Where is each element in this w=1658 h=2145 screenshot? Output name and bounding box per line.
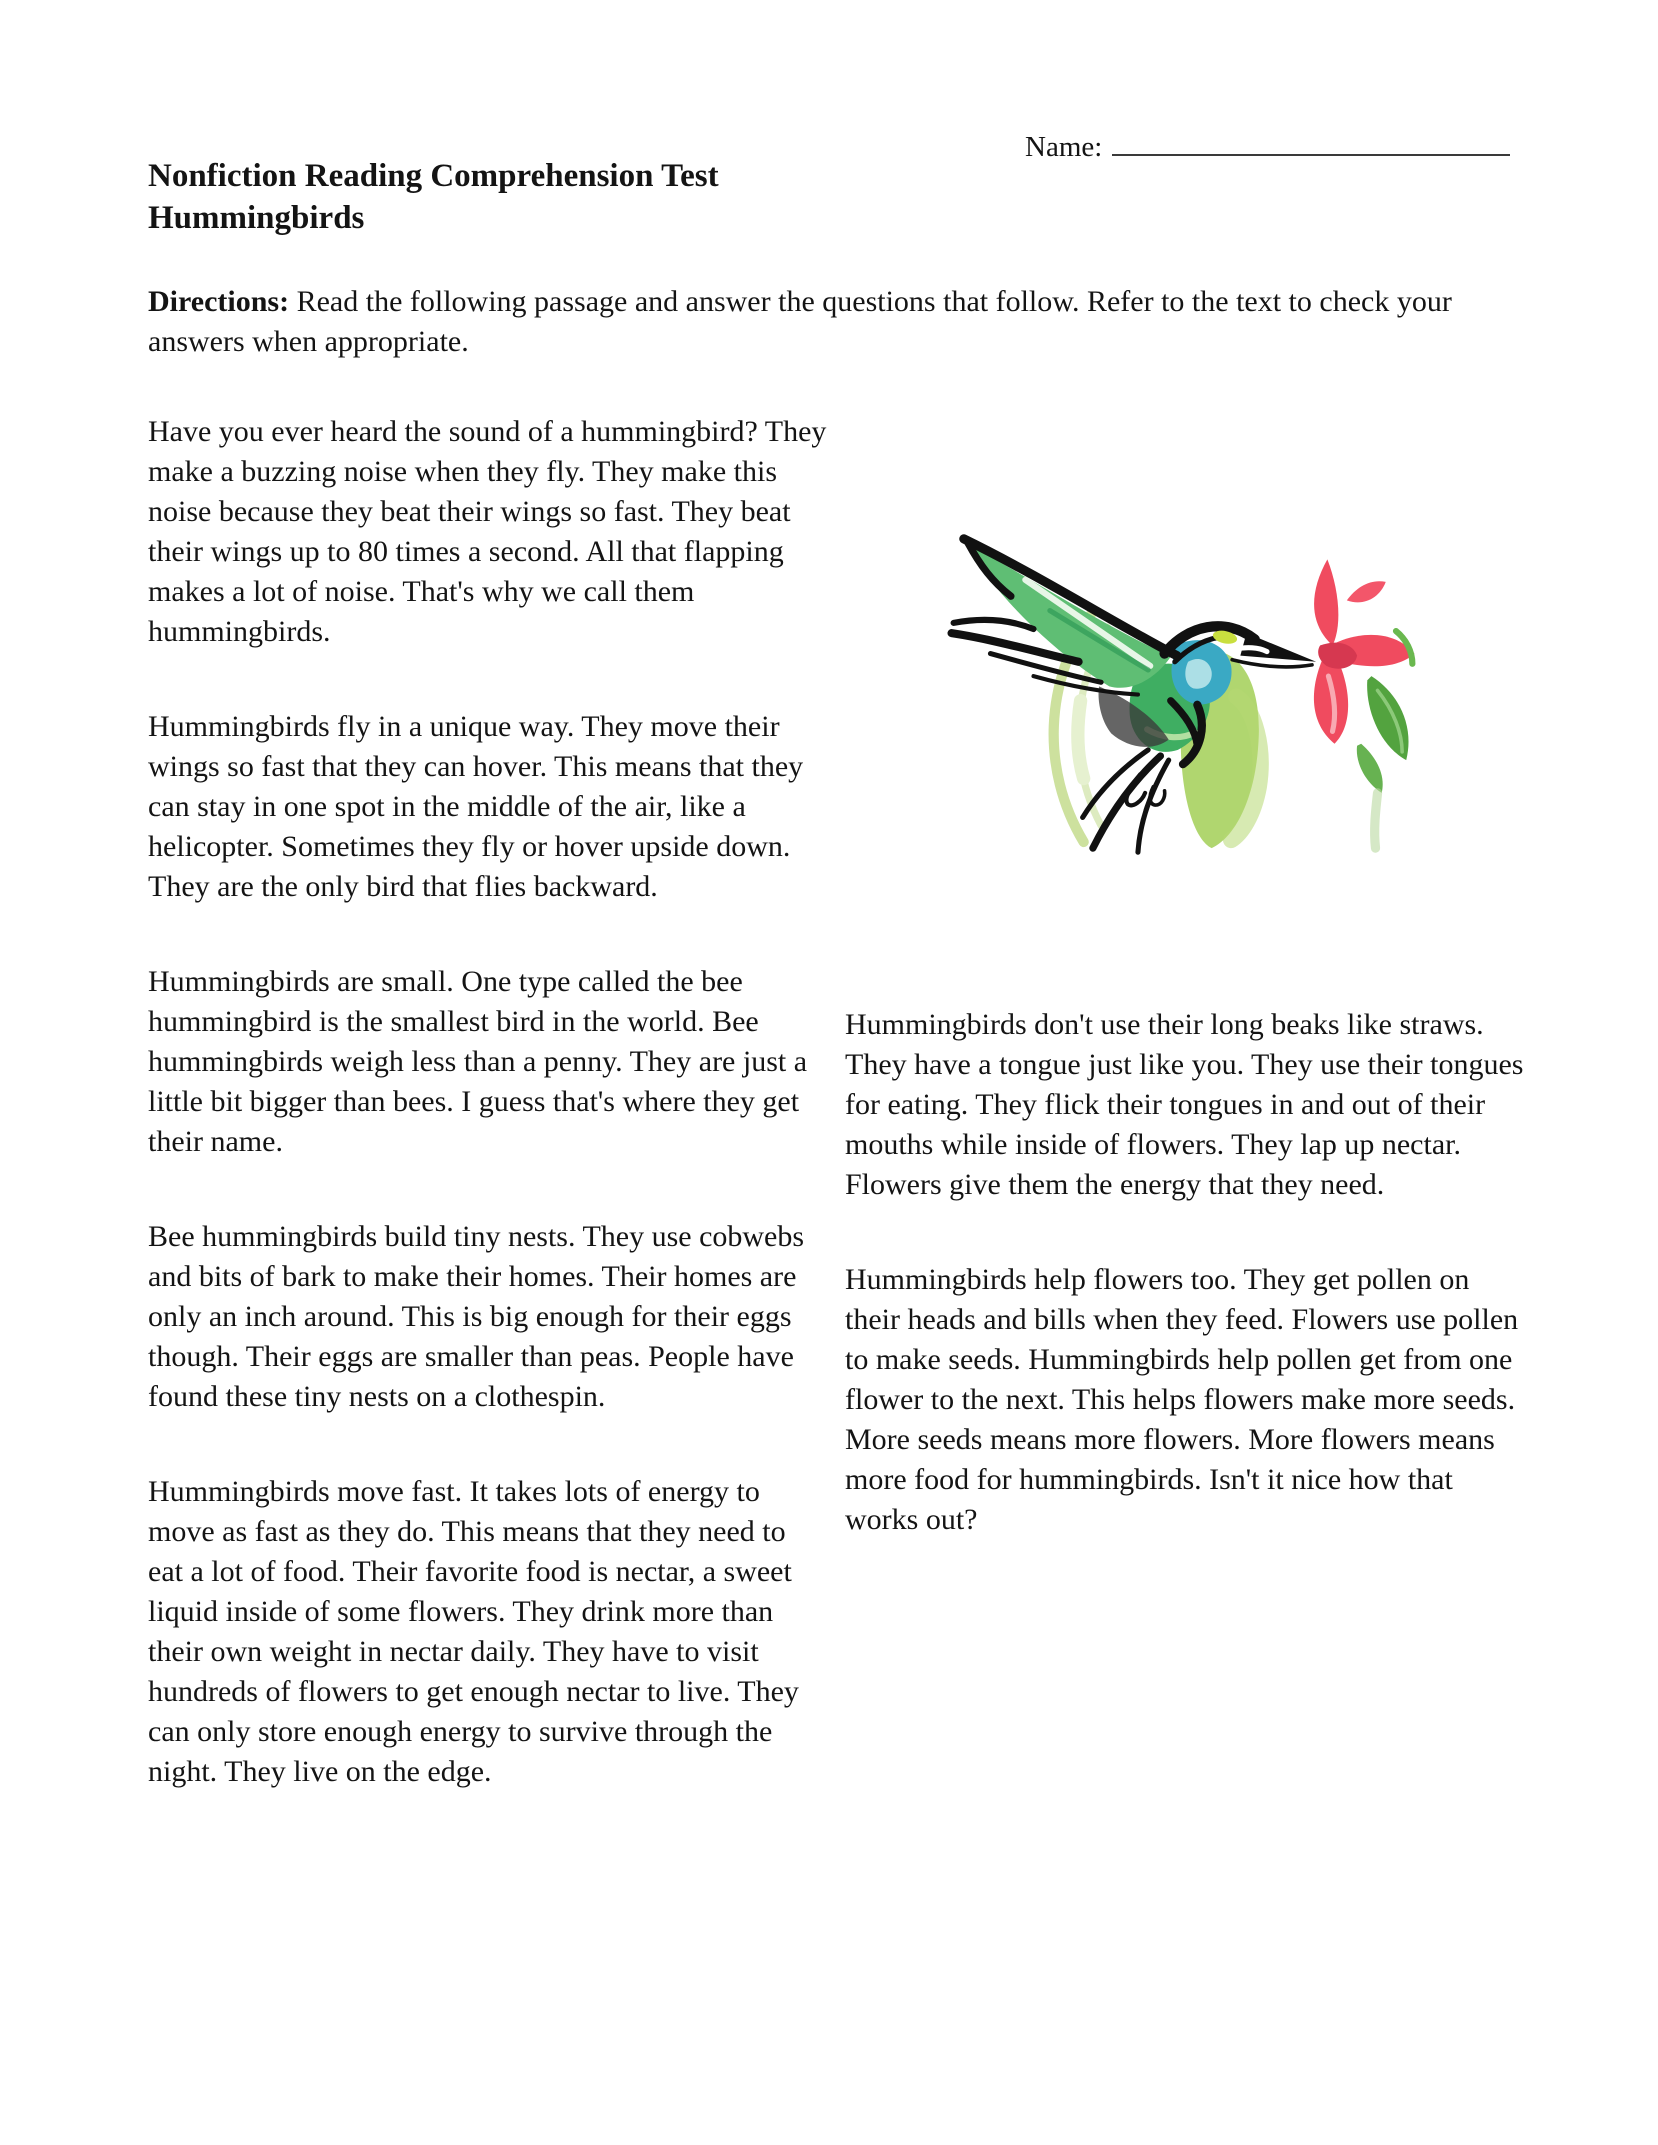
- directions: [148, 282, 1520, 362]
- flower-top-petal-right: [1347, 581, 1386, 602]
- page-title: [148, 155, 719, 239]
- hummingbird-flower-illustration: [927, 500, 1439, 889]
- passage-paragraph: Bee hummingbirds build tiny nests. They use cobwebs and bits of bark to make their homes. Their homes are only an inch around. This is big enough for their eggs though. Their eggs are smaller than peas. People have found these tiny nests on a clothespin.: [148, 1220, 805, 1413]
- directions-text: Read the following passage and answer the questions that follow. Refer to the text to check your answers when appropriate.: [148, 285, 1452, 358]
- passage-paragraph: Hummingbirds move fast. It takes lots of energy to move as fast as they do. This means that they need to eat a lot of food. Their favorite food is nectar, a sweet liquid inside of some flowers. They drink more than their own weight in nectar daily. They have to visit hundreds of flowers to get enough nectar to live. They can only store enough energy to survive through the night. They live on the edge.: [148, 1475, 799, 1788]
- passage-columns: [148, 412, 1526, 1847]
- stem-fade: [1375, 793, 1378, 848]
- passage-right-column: [845, 412, 1525, 1847]
- leaf-small: [1357, 744, 1383, 793]
- name-blank-line[interactable]: [1112, 124, 1510, 156]
- name-label: Name:: [1025, 131, 1103, 163]
- lower-beak-stroke: [1232, 660, 1312, 667]
- chest-highlight: [1185, 659, 1211, 689]
- title-line-1: Nonfiction Reading Comprehension Test: [148, 158, 719, 194]
- title-line-2: Hummingbirds: [148, 200, 365, 236]
- passage-paragraph: Hummingbirds fly in a unique way. They move their wings so fast that they can hover. This means that they can stay in one spot in the middle of the air, like a helicopter. Sometimes they fly or hover upside down. They are the only bird that flies backward.: [148, 710, 804, 903]
- passage-paragraph: Have you ever heard the sound of a hummingbird? They make a buzzing noise when they fly. They make this noise because they beat their wings so fast. They beat their wings up to 80 times a second. All that flapping makes a lot of noise. That's why we call them hummingbirds.: [148, 415, 827, 648]
- flower: [1314, 559, 1415, 848]
- directions-label: Directions:: [148, 285, 290, 318]
- passage-left-column: [148, 412, 828, 1847]
- flower-top-spike: [1314, 559, 1338, 645]
- passage-paragraph: Hummingbirds don't use their long beaks like straws. They have a tongue just like you. They use their tongues for eating. They flick their tongues in and out of their mouths while inside of flowers. They lap up nectar. Flowers give them the energy that they need.: [845, 1008, 1524, 1202]
- hummingbird-illustration-svg: [927, 500, 1439, 889]
- passage-paragraph: Hummingbirds help flowers too. They get pollen on their heads and bills when they feed. Flowers use pollen to make seeds. Hummingbirds help pollen get from one flower to the next. This helps flowers make more seeds. More seeds means more flowers. More flowers means more food for hummingbirds. Isn't it nice how that works out?: [845, 1263, 1519, 1537]
- name-row: [1025, 124, 1510, 164]
- passage-paragraph: Hummingbirds are small. One type called the bee hummingbird is the smallest bird in the world. Bee hummingbirds weigh less than a penny. They are just a little bit bigger than bees. I guess that's where they get their name.: [148, 965, 808, 1158]
